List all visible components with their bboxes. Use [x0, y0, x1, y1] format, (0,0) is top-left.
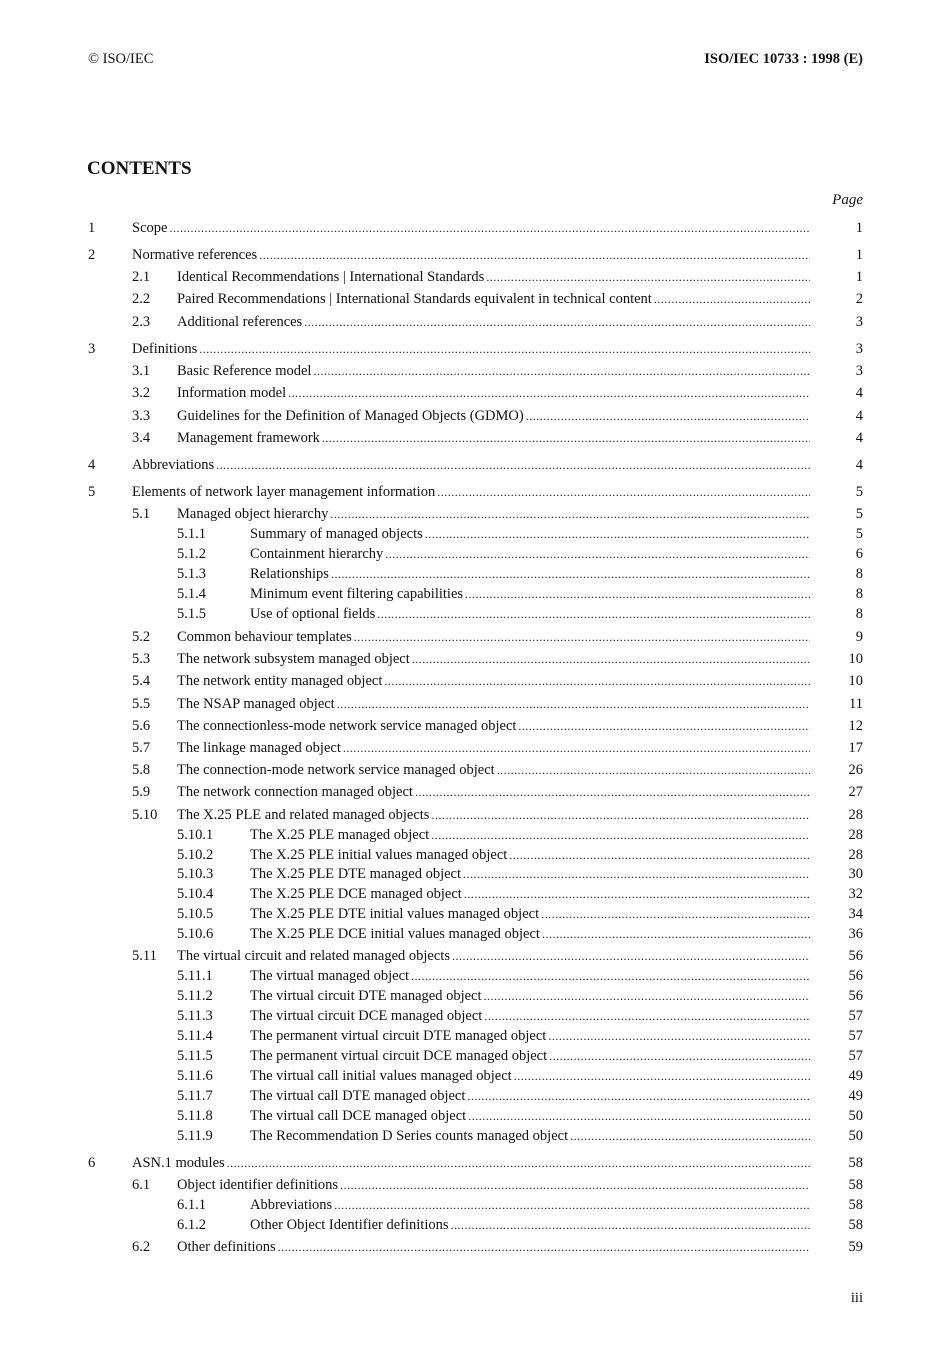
toc-entry-title: The virtual circuit DTE managed object [250, 988, 482, 1004]
toc-entry-title: The connection-mode network service managed object [177, 762, 495, 778]
dot-leader [549, 1046, 810, 1066]
toc-entry-title-with-leader [177, 805, 810, 825]
toc-entry-title-with-leader [250, 1215, 810, 1235]
toc-entry[interactable] [0, 924, 950, 944]
toc-entry[interactable] [0, 584, 950, 604]
toc-entry[interactable] [0, 1066, 950, 1086]
toc-entry-number: 5.10 [132, 807, 158, 823]
toc-entry-page: 5 [855, 484, 863, 500]
toc-entry-title-with-leader [132, 339, 810, 359]
toc-entry[interactable] [0, 694, 950, 714]
toc-entry-title-with-leader [177, 383, 810, 403]
toc-entry[interactable] [0, 339, 950, 359]
toc-entry-title-with-leader [177, 716, 810, 736]
toc-entry[interactable] [0, 289, 950, 309]
toc-entry[interactable] [0, 267, 950, 287]
toc-entry-page: 28 [848, 847, 863, 863]
toc-entry-title-with-leader [177, 406, 810, 426]
toc-entry-page: 10 [848, 651, 863, 667]
toc-entry-title-with-leader [250, 825, 810, 845]
toc-entry[interactable] [0, 805, 950, 825]
header-left: © ISO/IEC [88, 51, 154, 67]
toc-entry-number: 6 [88, 1155, 96, 1171]
toc-entry-number: 2.3 [132, 314, 151, 330]
toc-entry[interactable] [0, 406, 950, 426]
toc-entry-title: Scope [132, 220, 168, 236]
toc-entry-title-with-leader [132, 1153, 810, 1173]
dot-leader [216, 455, 810, 475]
toc-entry-page: 28 [848, 827, 863, 843]
toc-entry-page: 2 [855, 291, 863, 307]
toc-entry-title-with-leader [250, 845, 810, 865]
toc-entry-page: 3 [855, 314, 863, 330]
dot-leader [425, 524, 810, 544]
dot-leader [509, 845, 810, 865]
toc-entry-title: The virtual circuit DCE managed object [250, 1008, 483, 1024]
toc-entry[interactable] [0, 986, 950, 1006]
toc-entry-number: 5.11.3 [177, 1008, 213, 1024]
toc-entry-number: 3.3 [132, 408, 151, 424]
toc-entry-title: ASN.1 modules [132, 1155, 225, 1171]
toc-entry-number: 5.8 [132, 762, 151, 778]
toc-entry[interactable] [0, 825, 950, 845]
toc-entry-title-with-leader [177, 312, 810, 332]
toc-entry-title: The virtual call initial values managed object [250, 1068, 512, 1084]
toc-entry-number: 5.10.3 [177, 866, 214, 882]
toc-entry-title: The X.25 PLE and related managed objects [177, 807, 430, 823]
dot-leader [330, 504, 810, 524]
toc-entry-title: Common behaviour templates [177, 629, 352, 645]
toc-entry-title: Summary of managed objects [250, 526, 423, 542]
toc-entry-title: Other Object Identifier definitions [250, 1217, 449, 1233]
toc-entry-page: 32 [848, 886, 863, 902]
toc-entry[interactable] [0, 738, 950, 758]
dot-leader [467, 1086, 810, 1106]
toc-entry-title-with-leader [250, 524, 810, 544]
toc-entry-number: 5.10.2 [177, 847, 214, 863]
toc-entry-number: 5.2 [132, 629, 151, 645]
toc-entry-page: 6 [855, 546, 863, 562]
toc-entry-number: 5.1.4 [177, 586, 206, 602]
toc-entry-title-with-leader [177, 671, 810, 691]
toc-entry-page: 57 [848, 1008, 863, 1024]
toc-entry-title-with-leader [250, 1086, 810, 1106]
toc-entry-title-with-leader [250, 1006, 810, 1026]
toc-entry-number: 5.11.1 [177, 968, 213, 984]
toc-entry-number: 3.2 [132, 385, 151, 401]
dot-leader [548, 1026, 810, 1046]
toc-entry-page: 50 [848, 1108, 863, 1124]
toc-entry-number: 2.1 [132, 269, 151, 285]
footer-page-number: iii [850, 1290, 863, 1306]
toc-entry-title: The Recommendation D Series counts managed object [250, 1128, 569, 1144]
toc-entry-title-with-leader [132, 455, 810, 475]
toc-entry[interactable] [0, 544, 950, 564]
toc-entry-title: Managed object hierarchy [177, 506, 329, 522]
dot-leader [541, 904, 810, 924]
toc-entry-title-with-leader [177, 267, 810, 287]
toc-entry-page: 1 [855, 269, 863, 285]
toc-entry-number: 5.10.4 [177, 886, 214, 902]
toc-entry[interactable] [0, 1046, 950, 1066]
toc-entry-title-with-leader [250, 1026, 810, 1046]
toc-entry-number: 5.1 [132, 506, 151, 522]
toc-entry-title: Relationships [250, 566, 329, 582]
dot-leader [514, 1066, 810, 1086]
toc-entry-page: 8 [855, 566, 863, 582]
toc-entry-number: 5 [88, 484, 96, 500]
toc-entry-number: 5.11.4 [177, 1028, 213, 1044]
toc-entry-page: 58 [848, 1155, 863, 1171]
toc-entry-number: 5.11.2 [177, 988, 213, 1004]
toc-entry-page: 4 [855, 457, 863, 473]
dot-leader [484, 986, 810, 1006]
toc-entry-number: 5.11.8 [177, 1108, 213, 1124]
toc-entry-page: 50 [848, 1128, 863, 1144]
toc-entry-number: 6.2 [132, 1239, 151, 1255]
toc-entry-number: 1 [88, 220, 96, 236]
toc-entry-title: Additional references [177, 314, 303, 330]
toc-entry[interactable] [0, 716, 950, 736]
toc-entry-title-with-leader [250, 986, 810, 1006]
toc-entry[interactable] [0, 455, 950, 475]
toc-entry[interactable] [0, 361, 950, 381]
toc-entry[interactable] [0, 864, 950, 884]
toc-entry-number: 5.7 [132, 740, 151, 756]
toc-entry-title: The X.25 PLE initial values managed object [250, 847, 508, 863]
toc-entry-title-with-leader [250, 544, 810, 564]
toc-entry-page: 12 [848, 718, 863, 734]
toc-entry[interactable] [0, 1026, 950, 1046]
dot-leader [654, 289, 810, 309]
toc-entry[interactable] [0, 564, 950, 584]
toc-entry-number: 3.1 [132, 363, 151, 379]
toc-entry[interactable] [0, 312, 950, 332]
toc-entry-page: 36 [848, 926, 863, 942]
toc-entry-title: The NSAP managed object [177, 696, 335, 712]
page-title: CONTENTS [87, 158, 192, 179]
toc-entry-number: 5.5 [132, 696, 151, 712]
toc-entry[interactable] [0, 966, 950, 986]
toc-entry-number: 5.1.3 [177, 566, 206, 582]
toc-entry[interactable] [0, 904, 950, 924]
dot-leader [468, 1106, 810, 1126]
toc-entry-page: 3 [855, 363, 863, 379]
toc-entry[interactable] [0, 428, 950, 448]
dot-leader [526, 406, 810, 426]
toc-entry-title: The X.25 PLE DCE managed object [250, 886, 462, 902]
header-right: ISO/IEC 10733 : 1998 (E) [704, 51, 863, 67]
toc-entry-title-with-leader [177, 782, 810, 802]
toc-entry-title: The network subsystem managed object [177, 651, 410, 667]
toc-entry[interactable] [0, 1106, 950, 1126]
toc-entry[interactable] [0, 245, 950, 265]
toc-entry-title: The connectionless-mode network service managed object [177, 718, 517, 734]
toc-entry-number: 5.11 [132, 948, 157, 964]
page-column-label: Page [832, 192, 863, 208]
toc-entry-title: Normative references [132, 247, 258, 263]
toc-entry-title: Abbreviations [132, 457, 215, 473]
toc-entry-title: Basic Reference model [177, 363, 312, 379]
dot-leader [288, 383, 810, 403]
toc-entry-page: 58 [848, 1197, 863, 1213]
dot-leader [484, 1006, 810, 1026]
toc-entry-title: Definitions [132, 341, 198, 357]
toc-entry-title-with-leader [177, 946, 810, 966]
dot-leader [464, 884, 810, 904]
toc-entry-title: Use of optional fields [250, 606, 376, 622]
toc-entry-title: Abbreviations [250, 1197, 333, 1213]
toc-entry-title: Containment hierarchy [250, 546, 384, 562]
toc-entry-number: 6.1.2 [177, 1217, 206, 1233]
toc-entry-page: 8 [855, 606, 863, 622]
dot-leader [331, 564, 810, 584]
dot-leader [431, 825, 810, 845]
dot-leader [437, 482, 810, 502]
dot-leader [337, 694, 810, 714]
toc-entry-title: The X.25 PLE DCE initial values managed object [250, 926, 540, 942]
toc-entry-title: The linkage managed object [177, 740, 341, 756]
toc-entry-number: 5.9 [132, 784, 151, 800]
toc-entry-title-with-leader [250, 1126, 810, 1146]
toc-entry[interactable] [0, 760, 950, 780]
dot-leader [199, 339, 810, 359]
toc-entry-title-with-leader [177, 1175, 810, 1195]
toc-entry[interactable] [0, 845, 950, 865]
toc-entry-number: 5.11.7 [177, 1088, 213, 1104]
toc-entry-page: 1 [855, 220, 863, 236]
toc-entry-number: 5.3 [132, 651, 151, 667]
toc-entry-title-with-leader [250, 604, 810, 624]
dot-leader [465, 584, 810, 604]
toc-entry-page: 49 [848, 1068, 863, 1084]
toc-entry-page: 4 [855, 385, 863, 401]
toc-entry-title: The X.25 PLE managed object [250, 827, 430, 843]
dot-leader [415, 782, 810, 802]
toc-entry-title-with-leader [177, 627, 810, 647]
toc-entry-page: 26 [848, 762, 863, 778]
toc-entry-title-with-leader [250, 1195, 810, 1215]
toc-entry-number: 5.10.1 [177, 827, 214, 843]
toc-entry-title: The virtual managed object [250, 968, 410, 984]
toc-entry-title: Minimum event filtering capabilities [250, 586, 464, 602]
toc-entry-title: The virtual call DTE managed object [250, 1088, 466, 1104]
toc-entry-title-with-leader [250, 924, 810, 944]
toc-entry-page: 1 [855, 247, 863, 263]
dot-leader [463, 864, 810, 884]
toc-entry-number: 5.11.9 [177, 1128, 213, 1144]
toc-entry-page: 4 [855, 430, 863, 446]
toc-entry[interactable] [0, 604, 950, 624]
toc-entry-title-with-leader [177, 504, 810, 524]
toc-entry-title: The permanent virtual circuit DTE managed object [250, 1028, 547, 1044]
toc-entry-page: 34 [848, 906, 863, 922]
dot-leader [377, 604, 810, 624]
dot-leader [486, 267, 810, 287]
toc-entry[interactable] [0, 946, 950, 966]
dot-leader [343, 738, 810, 758]
toc-entry-number: 5.10.5 [177, 906, 214, 922]
toc-entry[interactable] [0, 1126, 950, 1146]
toc-entry-page: 56 [848, 948, 863, 964]
toc-entry-page: 59 [848, 1239, 863, 1255]
dot-leader [518, 716, 810, 736]
toc-entry-title: The network entity managed object [177, 673, 383, 689]
toc-entry[interactable] [0, 383, 950, 403]
toc-entry-title-with-leader [177, 428, 810, 448]
toc-entry-number: 5.4 [132, 673, 151, 689]
dot-leader [278, 1237, 810, 1257]
dot-leader [169, 218, 810, 238]
toc-entry-page: 5 [855, 526, 863, 542]
toc-entry-page: 5 [855, 506, 863, 522]
dot-leader [384, 671, 810, 691]
toc-entry-title: The virtual circuit and related managed objects [177, 948, 450, 964]
toc-entry-number: 6.1.1 [177, 1197, 206, 1213]
toc-entry-title: Elements of network layer management information [132, 484, 436, 500]
toc-entry[interactable] [0, 1006, 950, 1026]
toc-entry-page: 10 [848, 673, 863, 689]
toc-entry-title: Management framework [177, 430, 320, 446]
toc-entry-title-with-leader [177, 694, 810, 714]
toc-entry-number: 5.1.1 [177, 526, 206, 542]
toc-entry-title-with-leader [250, 564, 810, 584]
toc-entry-page: 30 [848, 866, 863, 882]
toc-entry[interactable] [0, 649, 950, 669]
toc-entry-number: 5.11.6 [177, 1068, 213, 1084]
dot-leader [452, 946, 810, 966]
toc-entry-number: 5.1.2 [177, 546, 206, 562]
toc-entry-title: Paired Recommendations | International Standards equivalent in technical content [177, 291, 652, 307]
toc-entry-title-with-leader [177, 738, 810, 758]
toc-entry[interactable] [0, 1237, 950, 1257]
toc-entry[interactable] [0, 482, 950, 502]
toc-entry-page: 8 [855, 586, 863, 602]
toc-entry-title: Other definitions [177, 1239, 276, 1255]
toc-entry-page: 28 [848, 807, 863, 823]
toc-entry-page: 3 [855, 341, 863, 357]
dot-leader [334, 1195, 810, 1215]
toc-entry-page: 57 [848, 1048, 863, 1064]
toc-entry[interactable] [0, 1195, 950, 1215]
dot-leader [451, 1215, 810, 1235]
toc-entry[interactable] [0, 1175, 950, 1195]
toc-entry-number: 3.4 [132, 430, 151, 446]
dot-leader [542, 924, 810, 944]
toc-entry[interactable] [0, 524, 950, 544]
toc-entry-title-with-leader [250, 884, 810, 904]
dot-leader [354, 627, 810, 647]
dot-leader [313, 361, 810, 381]
toc-entry-page: 57 [848, 1028, 863, 1044]
toc-entry-page: 9 [855, 629, 863, 645]
toc-entry-title: The X.25 PLE DTE managed object [250, 866, 461, 882]
toc-entry-number: 5.10.6 [177, 926, 214, 942]
toc-entry-number: 2.2 [132, 291, 151, 307]
toc-entry[interactable] [0, 1086, 950, 1106]
toc-entry[interactable] [0, 1153, 950, 1173]
toc-entry-number: 5.11.5 [177, 1048, 213, 1064]
toc-entry-page: 56 [848, 988, 863, 1004]
toc-entry[interactable] [0, 627, 950, 647]
toc-entry-title-with-leader [177, 1237, 810, 1257]
toc-entry-title-with-leader [250, 864, 810, 884]
toc-entry-title-with-leader [132, 218, 810, 238]
dot-leader [340, 1175, 810, 1195]
dot-leader [412, 649, 810, 669]
toc-entry-page: 58 [848, 1217, 863, 1233]
toc-entry-title-with-leader [250, 1046, 810, 1066]
toc-entry-title-with-leader [250, 1106, 810, 1126]
toc-entry-page: 17 [848, 740, 863, 756]
toc-entry-page: 4 [855, 408, 863, 424]
toc-entry-title: The permanent virtual circuit DCE managed object [250, 1048, 548, 1064]
toc-entry-page: 49 [848, 1088, 863, 1104]
toc-entry-title-with-leader [250, 584, 810, 604]
dot-leader [227, 1153, 810, 1173]
toc-entry-page: 56 [848, 968, 863, 984]
toc-entry-title: The network connection managed object [177, 784, 413, 800]
toc-entry-page: 58 [848, 1177, 863, 1193]
toc-entry-title-with-leader [177, 361, 810, 381]
dot-leader [385, 544, 810, 564]
toc-entry[interactable] [0, 218, 950, 238]
toc-entry-number: 4 [88, 457, 96, 473]
toc-entry-number: 5.1.5 [177, 606, 206, 622]
toc-entry-number: 5.6 [132, 718, 151, 734]
dot-leader [570, 1126, 810, 1146]
toc-entry-number: 2 [88, 247, 96, 263]
toc-entry[interactable] [0, 504, 950, 524]
toc-entry-number: 6.1 [132, 1177, 151, 1193]
toc-entry-number: 3 [88, 341, 96, 357]
toc-entry-title: Information model [177, 385, 287, 401]
dot-leader [431, 805, 810, 825]
toc-entry-title-with-leader [250, 966, 810, 986]
toc-entry-title: Guidelines for the Definition of Managed Objects (GDMO) [177, 408, 524, 424]
toc-entry-title: Identical Recommendations | International Standards [177, 269, 485, 285]
toc-entry[interactable] [0, 1215, 950, 1235]
toc-entry[interactable] [0, 884, 950, 904]
dot-leader [304, 312, 810, 332]
toc-entry-page: 27 [848, 784, 863, 800]
toc-entry[interactable] [0, 782, 950, 802]
toc-entry-title-with-leader [132, 245, 810, 265]
toc-entry-title-with-leader [250, 904, 810, 924]
toc-entry[interactable] [0, 671, 950, 691]
toc-entry-title-with-leader [177, 760, 810, 780]
dot-leader [497, 760, 810, 780]
toc-entry-title: The X.25 PLE DTE initial values managed object [250, 906, 540, 922]
toc-entry-title-with-leader [177, 649, 810, 669]
toc-entry-title-with-leader [132, 482, 810, 502]
dot-leader [322, 428, 810, 448]
dot-leader [259, 245, 810, 265]
dot-leader [411, 966, 810, 986]
toc-entry-title: Object identifier definitions [177, 1177, 339, 1193]
toc-entry-title-with-leader [250, 1066, 810, 1086]
toc-entry-title: The virtual call DCE managed object [250, 1108, 467, 1124]
toc-entry-page: 11 [849, 696, 863, 712]
toc-entry-title-with-leader [177, 289, 810, 309]
